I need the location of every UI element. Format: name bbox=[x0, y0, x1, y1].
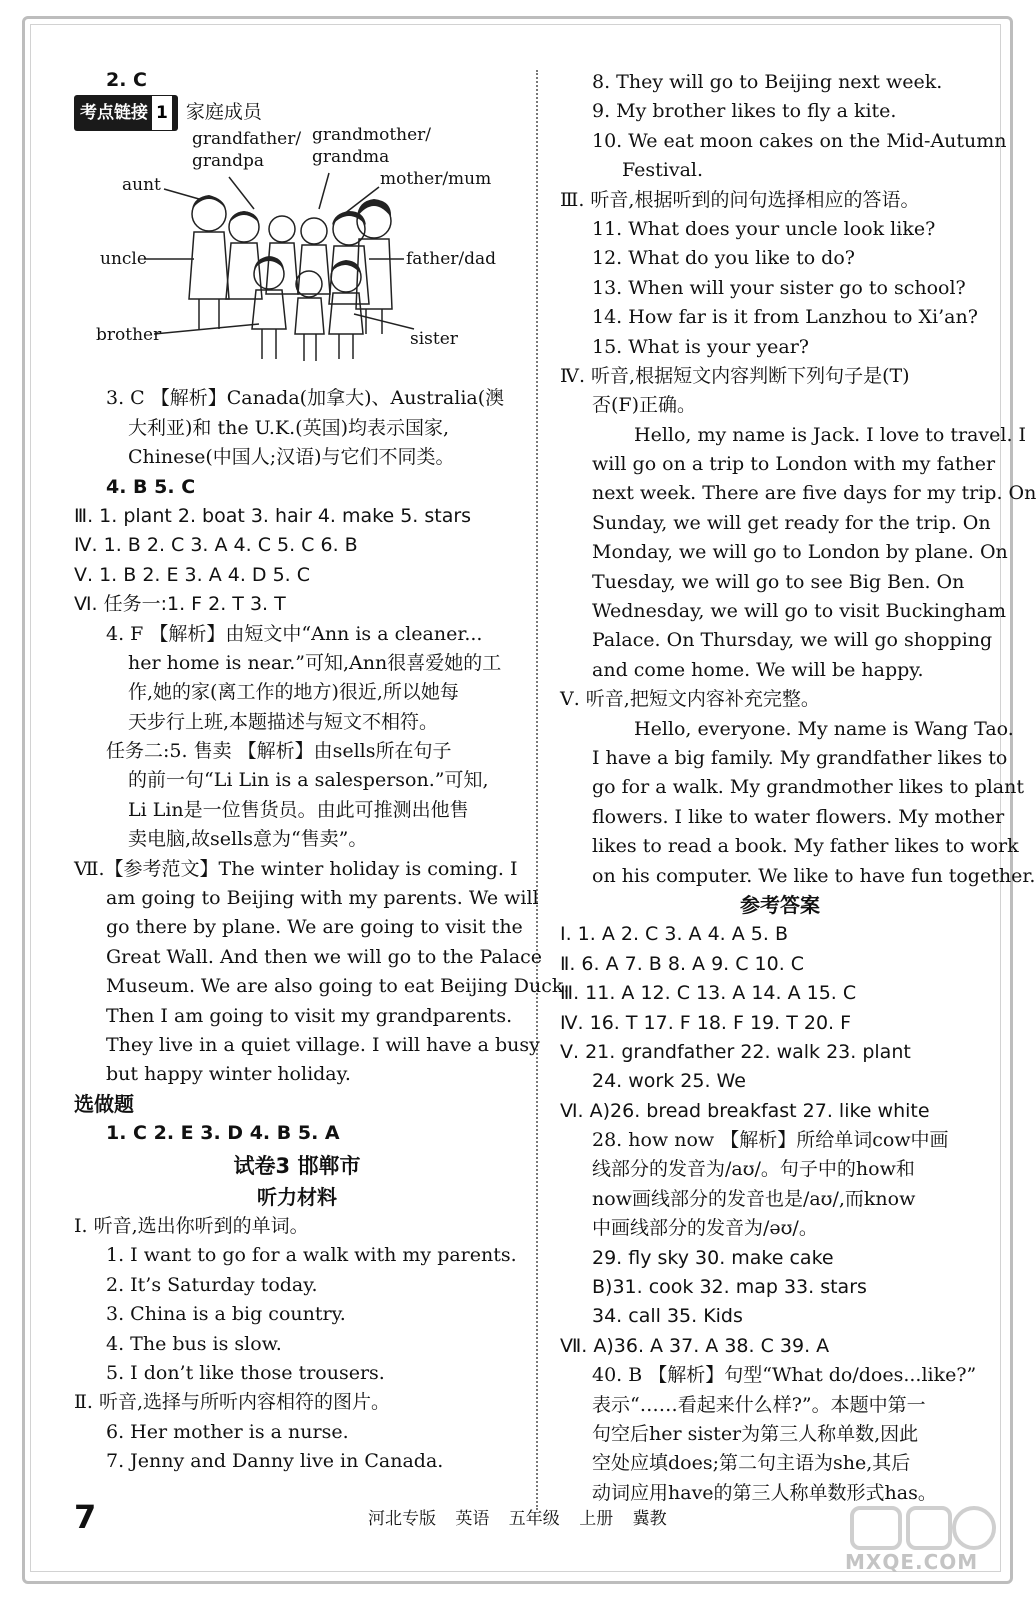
essay-line: am going to Beijing with my parents. We will bbox=[106, 887, 539, 910]
left-column bbox=[74, 66, 570, 1476]
essay-line: They live in a quiet village. I will have a busy bbox=[106, 1033, 540, 1056]
answer-line: 24. work 25. We bbox=[592, 1070, 746, 1093]
answer-line: Ⅴ. 1. B 2. E 3. A 4. D 5. C bbox=[74, 563, 311, 586]
passage-line: go for a walk. My grandmother likes to plant bbox=[592, 776, 1025, 799]
right-column bbox=[560, 68, 1036, 1508]
listening-section-heading: Ⅴ. 听音,把短文内容补充完整。 bbox=[560, 688, 820, 711]
answer-line: Ⅰ. 1. A 2. C 3. A 4. A 5. B bbox=[560, 923, 788, 946]
family-illustration bbox=[74, 125, 520, 384]
answer-line: 表示“……看起来什么样?”。本题中第一 bbox=[592, 1393, 926, 1416]
essay-line: go there by plane. We are going to visit the bbox=[106, 916, 523, 939]
listening-line: 3. China is a big country. bbox=[106, 1303, 346, 1326]
passage-line: Hello, everyone. My name is Wang Tao. bbox=[634, 717, 1014, 740]
label-aunt: aunt bbox=[122, 175, 161, 196]
answer-line: 天步行上班,本题描述与短文不相符。 bbox=[128, 710, 439, 733]
watermark-text: MXQE.COM bbox=[845, 1550, 979, 1574]
answer-line: Ⅱ. 6. A 7. B 8. A 9. C 10. C bbox=[560, 952, 805, 975]
answer-line: 大利亚)和 the U.K.(英国)均表示国家, bbox=[128, 416, 450, 439]
exam-title: 试卷3 邯郸市 bbox=[233, 1153, 361, 1178]
listening-line: 15. What is your year? bbox=[592, 335, 809, 358]
answer-line: 的前一句“Li Lin is a salesperson.”可知, bbox=[128, 769, 489, 792]
label-brother: brother bbox=[96, 325, 162, 346]
listening-line: 13. When will your sister go to school? bbox=[592, 276, 966, 299]
passage-line: Monday, we will go to London by plane. On bbox=[592, 541, 1008, 564]
listening-section-heading: Ⅳ. 听音,根据短文内容判断下列句子是(T) bbox=[560, 364, 910, 387]
reference-answers-title: 参考答案 bbox=[740, 892, 820, 917]
answer-line: 1. C 2. E 3. D 4. B 5. A bbox=[106, 1122, 340, 1145]
optional-section-title: 选做题 bbox=[74, 1091, 134, 1116]
listening-line: 9. My brother likes to fly a kite. bbox=[592, 100, 897, 123]
listening-line: 8. They will go to Beijing next week. bbox=[592, 71, 943, 93]
book-info: 河北专版 英语 五年级 上册 冀教 bbox=[368, 1509, 667, 1529]
label-grandfather: grandfather/ bbox=[192, 129, 302, 150]
answer-line: 句空后her sister为第三人称单数,因此 bbox=[592, 1422, 919, 1445]
answer-line: Ⅴ. 21. grandfather 22. walk 23. plant bbox=[560, 1040, 911, 1063]
passage-line: Wednesday, we will go to visit Buckingham bbox=[592, 600, 1006, 623]
answer-line: Ⅲ. 11. A 12. C 13. A 14. A 15. C bbox=[560, 982, 857, 1005]
column-divider bbox=[536, 70, 538, 1510]
answer-line: her home is near.”可知,Ann很喜爱她的工 bbox=[128, 651, 502, 674]
answer-line: now画线部分的发音也是/aʊ/,而know bbox=[592, 1187, 916, 1210]
answer-line: 3. C 【解析】Canada(加拿大)、Australia(澳 bbox=[106, 387, 505, 410]
essay-line: Ⅶ.【参考范文】The winter holiday is coming. I bbox=[74, 857, 518, 880]
answer-line: 卖电脑,故sells意为“售卖”。 bbox=[128, 828, 368, 851]
topic-title: 家庭成员 bbox=[185, 101, 262, 124]
label-mother: mother/mum bbox=[380, 169, 492, 190]
answer-line: 34. call 35. Kids bbox=[592, 1305, 743, 1328]
answer-line: 空处应填does;第二句主语为she,其后 bbox=[592, 1452, 911, 1475]
essay-line: but happy winter holiday. bbox=[106, 1063, 351, 1086]
essay-line: Museum. We are also going to eat Beijing Duck. bbox=[106, 975, 570, 998]
page-number: 7 bbox=[74, 1498, 97, 1536]
listening-title: 听力材料 bbox=[257, 1184, 337, 1209]
listening-line: 6. Her mother is a nurse. bbox=[106, 1420, 349, 1443]
answer-line: Ⅵ. 任务一:1. F 2. T 3. T bbox=[74, 593, 286, 616]
answer-line: 任务二:5. 售卖 【解析】由sells所在句子 bbox=[106, 740, 452, 763]
answer-line: Ⅳ. 16. T 17. F 18. F 19. T 20. F bbox=[560, 1011, 852, 1034]
answer-line: Li Lin是一位售货员。由此可推测出他售 bbox=[128, 798, 469, 821]
passage-line: Palace. On Thursday, we will go shopping bbox=[592, 629, 993, 652]
answer-line: 作,她的家(离工作的地方)很近,所以她每 bbox=[128, 681, 459, 704]
topic-badge-number: 1 bbox=[152, 96, 172, 130]
answer-line: 40. B 【解析】句型“What do/does...like?” bbox=[592, 1364, 977, 1387]
label-sister: sister bbox=[410, 329, 458, 350]
answer-line: Ⅲ. 1. plant 2. boat 3. hair 4. make 5. stars bbox=[74, 504, 472, 527]
answer-line: 29. fly sky 30. make cake bbox=[592, 1246, 834, 1269]
answer-line: B)31. cook 32. map 33. stars bbox=[592, 1276, 867, 1299]
listening-section-heading: 否(F)正确。 bbox=[592, 394, 697, 417]
listening-section-heading: Ⅲ. 听音,根据听到的问句选择相应的答语。 bbox=[560, 188, 920, 211]
listening-line: 14. How far is it from Lanzhou to Xi’an? bbox=[592, 306, 978, 329]
passage-line: on his computer. We like to have fun together. bbox=[592, 864, 1036, 887]
listening-line: 10. We eat moon cakes on the Mid-Autumn bbox=[592, 129, 1007, 152]
listening-line: 7. Jenny and Danny live in Canada. bbox=[106, 1450, 444, 1473]
passage-line: and come home. We will be happy. bbox=[592, 658, 924, 681]
answer-line: Chinese(中国人;汉语)与它们不同类。 bbox=[128, 446, 455, 469]
answer-line: 4. B 5. C bbox=[106, 475, 196, 498]
answer-line: 28. how now 【解析】所给单词cow中画 bbox=[592, 1129, 949, 1152]
listening-line: Festival. bbox=[622, 159, 704, 182]
passage-line: Hello, my name is Jack. I love to travel. I bbox=[634, 423, 1027, 446]
passage-line: likes to read a book. My father likes to work bbox=[592, 835, 1019, 858]
label-father: father/dad bbox=[406, 249, 497, 270]
listening-line: 12. What do you like to do? bbox=[592, 247, 855, 270]
answer-line: Ⅶ. A)36. A 37. A 38. C 39. A bbox=[560, 1334, 830, 1357]
answer-2: 2. C bbox=[106, 69, 147, 91]
answer-line: Ⅵ. A)26. bread breakfast 27. like white bbox=[560, 1099, 930, 1122]
answer-line: 4. F 【解析】由短文中“Ann is a cleaner... bbox=[106, 622, 483, 645]
passage-line: I have a big family. My grandfather likes to bbox=[592, 746, 1008, 769]
listening-line: 5. I don’t like those trousers. bbox=[106, 1361, 385, 1384]
passage-line: Tuesday, we will go to see Big Ben. On bbox=[592, 570, 965, 593]
label-uncle: uncle bbox=[100, 249, 147, 270]
passage-line: will go on a trip to London with my father bbox=[592, 453, 996, 476]
passage-line: Sunday, we will get ready for the trip. On bbox=[592, 511, 991, 534]
answer-line: 动词应用have的第三人称单数形式has。 bbox=[592, 1481, 937, 1504]
label-grandmother: grandmother/ bbox=[312, 125, 432, 146]
listening-line: 1. I want to go for a walk with my parents. bbox=[106, 1244, 517, 1267]
topic-header bbox=[74, 95, 520, 129]
label-grandma: grandma bbox=[312, 147, 390, 168]
passage-line: next week. There are five days for my trip. On bbox=[592, 482, 1036, 505]
topic-badge: 考点链接 1 bbox=[74, 95, 178, 131]
essay-line: Then I am going to visit my grandparents. bbox=[106, 1004, 513, 1027]
label-grandpa: grandpa bbox=[192, 151, 264, 172]
answer-line: 线部分的发音为/aʊ/。句子中的how和 bbox=[592, 1158, 915, 1181]
listening-section-heading: Ⅰ. 听音,选出你听到的单词。 bbox=[74, 1214, 309, 1237]
listening-line: 11. What does your uncle look like? bbox=[592, 217, 936, 240]
listening-line: 2. It’s Saturday today. bbox=[106, 1273, 318, 1296]
answer-line: Ⅳ. 1. B 2. C 3. A 4. C 5. C 6. B bbox=[74, 534, 358, 557]
listening-section-heading: Ⅱ. 听音,选择与所听内容相符的图片。 bbox=[74, 1391, 391, 1414]
essay-line: Great Wall. And then we will go to the Palace bbox=[106, 945, 543, 968]
listening-line: 4. The bus is slow. bbox=[106, 1332, 282, 1355]
answer-line: 中画线部分的发音为/əʊ/。 bbox=[592, 1217, 818, 1240]
passage-line: flowers. I like to water flowers. My mother bbox=[592, 805, 1005, 828]
page-footer bbox=[74, 1498, 974, 1538]
